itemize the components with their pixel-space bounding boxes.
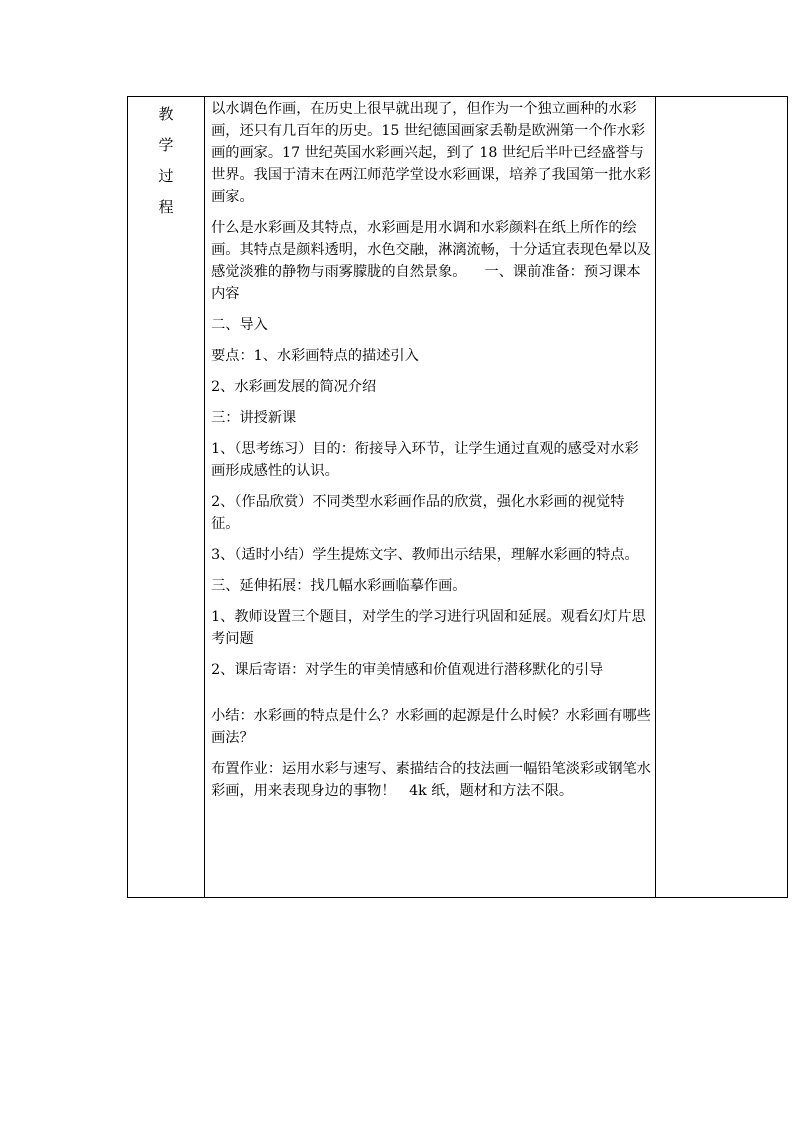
section-label-char: 程 bbox=[158, 198, 174, 216]
section-heading-extension: 三、延伸拓展：找几幅水彩画临摹作画。 bbox=[211, 578, 467, 594]
section-heading-new-lesson: 三：讲授新课 bbox=[211, 410, 297, 426]
summary-paragraph: 小结：水彩画的特点是什么？水彩画的起源是什么时候？水彩画有哪些画法？ bbox=[211, 708, 651, 746]
lesson-table bbox=[127, 96, 788, 898]
section-label-cell bbox=[128, 97, 205, 898]
lesson-content-cell bbox=[205, 97, 656, 898]
notes-cell bbox=[655, 97, 787, 898]
section-label-char: 过 bbox=[158, 167, 174, 185]
extension-step-2: 2、课后寄语：对学生的审美情感和价值观进行潜移默化的引导 bbox=[211, 662, 604, 678]
homework-paragraph: 布置作业：运用水彩与速写、素描结合的技法画一幅铅笔淡彩或钢笔水彩画，用来表现身边的事物！ 4k 纸，题材和方法不限。 bbox=[211, 761, 651, 799]
section-heading-intro: 二、导入 bbox=[211, 317, 268, 333]
section-label-char: 教 bbox=[158, 105, 174, 123]
intro-point-2: 2、水彩画发展的简况介绍 bbox=[211, 379, 377, 395]
section-label-char: 学 bbox=[158, 136, 174, 154]
new-lesson-step-3: 3、（适时小结）学生提炼文字、教师出示结果，理解水彩画的特点。 bbox=[211, 547, 639, 563]
table-row bbox=[128, 97, 788, 898]
history-paragraph: 以水调色作画，在历史上很早就出现了，但作为一个独立画种的水彩画，还只有几百年的历史。15 世纪德国画家丢勒是欧洲第一个作水彩画的画家。17 世纪英国水彩画兴起，到了 18 世纪后半叶已经盛誉与世界。我国于清末在两江师范学堂设水彩画课，培养了我国第一批水彩画家。 bbox=[211, 101, 651, 205]
intro-point-1: 要点：1、水彩画特点的描述引入 bbox=[211, 348, 419, 364]
definition-paragraph: 什么是水彩画及其特点，水彩画是用水调和水彩颜料在纸上所作的绘画。其特点是颜料透明，水色交融，淋漓流畅，十分适宜表现色晕以及感觉淡雅的静物与雨雾朦胧的自然景象。 一、课前准备：预习课本内容 bbox=[211, 220, 651, 302]
new-lesson-step-2: 2、（作品欣赏）不同类型水彩画作品的欣赏，强化水彩画的视觉特征。 bbox=[211, 494, 625, 532]
extension-step-1: 1、教师设置三个题目，对学生的学习进行巩固和延展。观看幻灯片思考问题 bbox=[211, 609, 646, 647]
new-lesson-step-1: 1、（思考练习）目的：衔接导入环节，让学生通过直观的感受对水彩画形成感性的认识。 bbox=[211, 441, 639, 479]
